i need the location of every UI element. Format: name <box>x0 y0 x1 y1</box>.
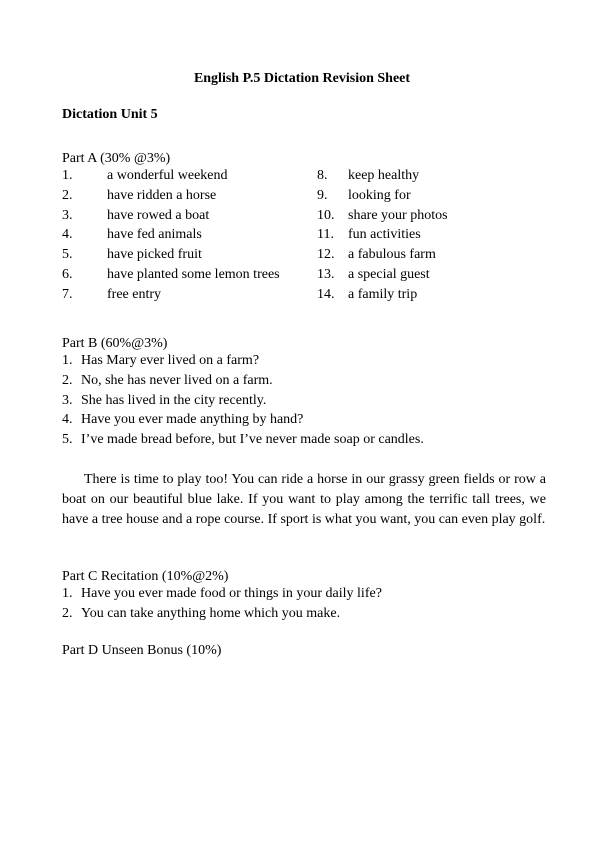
item-number: 10. <box>317 207 335 223</box>
item-number: 3. <box>62 392 73 408</box>
item-text: I’ve made bread before, but I’ve never made soap or candles. <box>81 432 424 448</box>
item-text: You can take anything home which you make. <box>81 605 341 621</box>
item-text: free entry <box>107 286 162 302</box>
list-item <box>62 410 552 430</box>
list-item <box>62 166 312 186</box>
item-number: 4. <box>62 412 73 428</box>
item-number: 1. <box>62 586 73 601</box>
list-item <box>317 206 547 226</box>
list-item <box>317 265 547 285</box>
item-text: have planted some lemon trees <box>107 266 280 282</box>
item-number: 8. <box>317 168 328 183</box>
item-number: 9. <box>317 187 328 203</box>
part-b-heading: Part B (60%@3%) <box>62 336 168 351</box>
list-item <box>62 285 312 305</box>
item-number: 7. <box>62 286 73 302</box>
item-text: have fed animals <box>107 227 202 243</box>
item-text: a family trip <box>348 286 418 302</box>
item-number: 2. <box>62 605 73 621</box>
item-text: share your photos <box>348 207 448 223</box>
item-text: a fabulous farm <box>348 247 436 263</box>
list-item <box>62 351 552 371</box>
item-text: Have you ever made food or things in your daily life? <box>81 586 382 601</box>
part-b-paragraph: There is time to play too! You can ride a horse in our grassy green fields or row a boat on our beautiful blue lake. If you want to play among the terrific tall trees, we have a tree house and a rope course. If sport is what you want, you can even play golf. <box>62 472 546 527</box>
item-text: have rowed a boat <box>107 207 210 223</box>
item-number: 5. <box>62 247 73 263</box>
item-text: Have you ever made anything by hand? <box>81 412 304 428</box>
item-number: 3. <box>62 207 73 223</box>
list-item <box>62 604 552 624</box>
item-text: have picked fruit <box>107 247 202 263</box>
item-text: fun activities <box>348 227 421 243</box>
item-number: 2. <box>62 372 73 388</box>
item-number: 5. <box>62 432 73 448</box>
list-item <box>317 225 547 245</box>
list-item <box>62 430 552 450</box>
item-number: 6. <box>62 266 73 282</box>
item-number: 2. <box>62 187 73 203</box>
page-title: English P.5 Dictation Revision Sheet <box>193 71 411 86</box>
list-item <box>317 166 547 186</box>
item-number: 1. <box>62 353 73 368</box>
item-text: keep healthy <box>348 168 420 183</box>
item-text: a special guest <box>348 266 430 282</box>
item-text: have ridden a horse <box>107 187 217 203</box>
item-text: looking for <box>348 187 411 203</box>
item-number: 1. <box>62 168 73 183</box>
part-c-heading: Part C Recitation (10%@2%) <box>62 569 229 584</box>
list-item <box>62 225 312 245</box>
list-item <box>62 391 552 411</box>
item-text: No, she has never lived on a farm. <box>81 372 273 388</box>
list-item <box>62 584 552 604</box>
item-number: 12. <box>317 247 335 263</box>
part-c-list <box>62 584 552 624</box>
part-a-column-2 <box>317 166 547 305</box>
list-item <box>317 285 547 305</box>
part-a-column-1 <box>62 166 312 305</box>
part-b-list <box>62 351 552 450</box>
list-item <box>317 245 547 265</box>
list-item <box>62 186 312 206</box>
item-number: 11. <box>317 227 334 243</box>
list-item <box>317 186 547 206</box>
item-number: 14. <box>317 286 335 302</box>
part-d-heading: Part D Unseen Bonus (10%) <box>62 643 222 658</box>
item-number: 4. <box>62 227 73 243</box>
item-number: 13. <box>317 266 335 282</box>
list-item <box>62 371 552 391</box>
unit-heading: Dictation Unit 5 <box>62 107 158 122</box>
item-text: a wonderful weekend <box>107 168 228 183</box>
item-text: Has Mary ever lived on a farm? <box>81 353 260 368</box>
item-text: She has lived in the city recently. <box>81 392 267 408</box>
part-a-heading: Part A (30% @3%) <box>62 151 171 166</box>
list-item <box>62 206 312 226</box>
list-item <box>62 245 312 265</box>
list-item <box>62 265 312 285</box>
